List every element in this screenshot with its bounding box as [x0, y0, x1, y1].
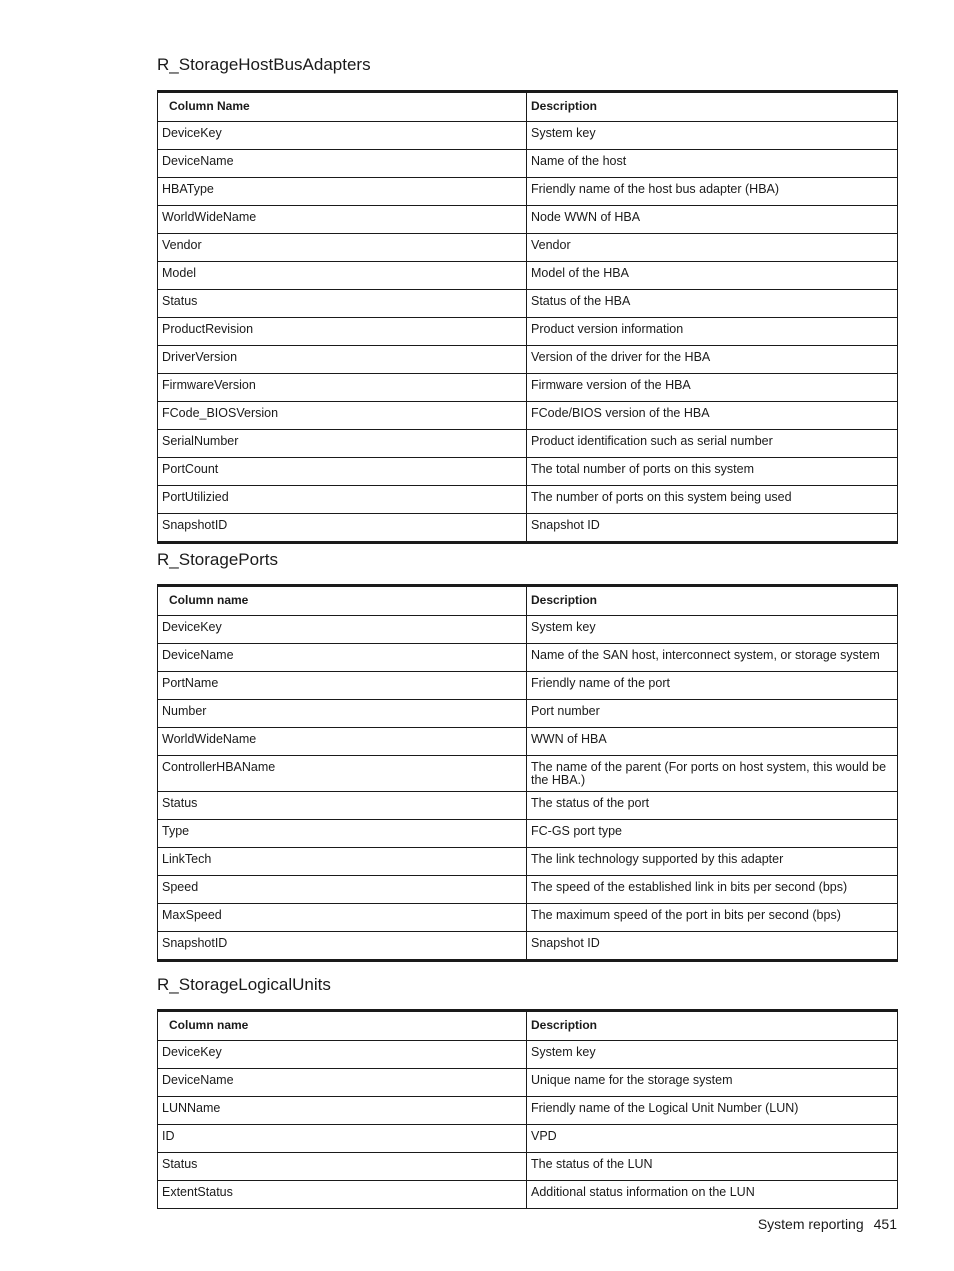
- column-name-cell: PortUtilizied: [158, 486, 527, 514]
- table-row: [158, 932, 898, 961]
- table-row: [158, 514, 898, 543]
- table-header-row: [158, 586, 898, 616]
- description-cell: Snapshot ID: [527, 932, 898, 961]
- column-name-cell: Speed: [158, 876, 527, 904]
- column-name-cell: DeviceName: [158, 150, 527, 178]
- section-title-logical-units: R_StorageLogicalUnits: [157, 975, 331, 994]
- column-name-cell: Status: [158, 1153, 527, 1181]
- description-cell: System key: [527, 1041, 898, 1069]
- table-row: [158, 1181, 898, 1209]
- column-name-cell: DeviceKey: [158, 1041, 527, 1069]
- column-name-cell: MaxSpeed: [158, 904, 527, 932]
- column-name-cell: DeviceName: [158, 1069, 527, 1097]
- column-name-cell: FCode_BIOSVersion: [158, 402, 527, 430]
- table-row: [158, 616, 898, 644]
- table-row: [158, 318, 898, 346]
- description-cell: The number of ports on this system being used: [527, 486, 898, 514]
- column-name-cell: LinkTech: [158, 848, 527, 876]
- description-cell: Friendly name of the Logical Unit Number (LUN): [527, 1097, 898, 1125]
- description-cell: Snapshot ID: [527, 514, 898, 543]
- column-name-cell: ExtentStatus: [158, 1181, 527, 1209]
- table-row: [158, 904, 898, 932]
- table-row: [158, 346, 898, 374]
- table-row: [158, 1097, 898, 1125]
- column-name-cell: ProductRevision: [158, 318, 527, 346]
- description-cell: Status of the HBA: [527, 290, 898, 318]
- description-cell: System key: [527, 122, 898, 150]
- table-row: [158, 234, 898, 262]
- description-cell: Product identification such as serial number: [527, 430, 898, 458]
- column-name-cell: FirmwareVersion: [158, 374, 527, 402]
- table-row: [158, 374, 898, 402]
- table-header-row: [158, 1011, 898, 1041]
- description-cell: The status of the port: [527, 792, 898, 820]
- description-cell: System key: [527, 616, 898, 644]
- description-cell: The status of the LUN: [527, 1153, 898, 1181]
- table-header-row: [158, 92, 898, 122]
- table-row: [158, 290, 898, 318]
- column-name-cell: SnapshotID: [158, 514, 527, 543]
- description-cell: The maximum speed of the port in bits per second (bps): [527, 904, 898, 932]
- column-name-cell: ControllerHBAName: [158, 756, 527, 792]
- column-header: Column name: [158, 586, 527, 616]
- column-header: Description: [527, 92, 898, 122]
- hba-table: [157, 90, 898, 544]
- description-cell: Firmware version of the HBA: [527, 374, 898, 402]
- column-header: Description: [527, 1011, 898, 1041]
- column-name-cell: Number: [158, 700, 527, 728]
- table-row: [158, 644, 898, 672]
- description-cell: The link technology supported by this adapter: [527, 848, 898, 876]
- column-header: Column name: [158, 1011, 527, 1041]
- table-row: [158, 1153, 898, 1181]
- logical-units-table: [157, 1009, 898, 1209]
- column-name-cell: Model: [158, 262, 527, 290]
- table-row: [158, 1069, 898, 1097]
- column-name-cell: DeviceName: [158, 644, 527, 672]
- table-row: [158, 206, 898, 234]
- column-header: Column Name: [158, 92, 527, 122]
- page-number: 451: [873, 1216, 897, 1232]
- table-row: [158, 700, 898, 728]
- table-row: [158, 1041, 898, 1069]
- column-name-cell: WorldWideName: [158, 206, 527, 234]
- column-name-cell: WorldWideName: [158, 728, 527, 756]
- table-row: [158, 262, 898, 290]
- description-cell: Port number: [527, 700, 898, 728]
- table-row: [158, 150, 898, 178]
- table-row: [158, 876, 898, 904]
- column-name-cell: DeviceKey: [158, 122, 527, 150]
- description-cell: VPD: [527, 1125, 898, 1153]
- column-name-cell: Status: [158, 290, 527, 318]
- table-row: [158, 756, 898, 792]
- description-cell: Name of the host: [527, 150, 898, 178]
- description-cell: Vendor: [527, 234, 898, 262]
- column-name-cell: HBAType: [158, 178, 527, 206]
- description-cell: Node WWN of HBA: [527, 206, 898, 234]
- column-name-cell: SerialNumber: [158, 430, 527, 458]
- column-name-cell: Vendor: [158, 234, 527, 262]
- page-footer: [758, 1216, 897, 1232]
- column-name-cell: DriverVersion: [158, 346, 527, 374]
- description-cell: Friendly name of the host bus adapter (HBA): [527, 178, 898, 206]
- table-row: [158, 178, 898, 206]
- column-name-cell: PortCount: [158, 458, 527, 486]
- column-name-cell: Type: [158, 820, 527, 848]
- description-cell: Friendly name of the port: [527, 672, 898, 700]
- description-cell: Product version information: [527, 318, 898, 346]
- table-row: [158, 672, 898, 700]
- description-cell: WWN of HBA: [527, 728, 898, 756]
- section-title-hba: R_StorageHostBusAdapters: [157, 55, 371, 74]
- column-header: Description: [527, 586, 898, 616]
- table-row: [158, 458, 898, 486]
- table-row: [158, 486, 898, 514]
- table-row: [158, 1125, 898, 1153]
- column-name-cell: SnapshotID: [158, 932, 527, 961]
- table-row: [158, 728, 898, 756]
- description-cell: The speed of the established link in bits per second (bps): [527, 876, 898, 904]
- table-row: [158, 820, 898, 848]
- description-cell: Model of the HBA: [527, 262, 898, 290]
- description-cell: Name of the SAN host, interconnect system, or storage system: [527, 644, 898, 672]
- footer-label: System reporting: [757, 1216, 864, 1232]
- column-name-cell: PortName: [158, 672, 527, 700]
- ports-table: [157, 584, 898, 962]
- column-name-cell: DeviceKey: [158, 616, 527, 644]
- description-cell: The name of the parent (For ports on host system, this would be the HBA.): [527, 756, 898, 792]
- description-cell: The total number of ports on this system: [527, 458, 898, 486]
- column-name-cell: LUNName: [158, 1097, 527, 1125]
- table-row: [158, 792, 898, 820]
- section-title-ports: R_StoragePorts: [157, 550, 278, 569]
- description-cell: FCode/BIOS version of the HBA: [527, 402, 898, 430]
- table-row: [158, 430, 898, 458]
- column-name-cell: ID: [158, 1125, 527, 1153]
- description-cell: Version of the driver for the HBA: [527, 346, 898, 374]
- description-cell: Additional status information on the LUN: [527, 1181, 898, 1209]
- description-cell: Unique name for the storage system: [527, 1069, 898, 1097]
- table-row: [158, 122, 898, 150]
- column-name-cell: Status: [158, 792, 527, 820]
- description-cell: FC-GS port type: [527, 820, 898, 848]
- table-row: [158, 402, 898, 430]
- table-row: [158, 848, 898, 876]
